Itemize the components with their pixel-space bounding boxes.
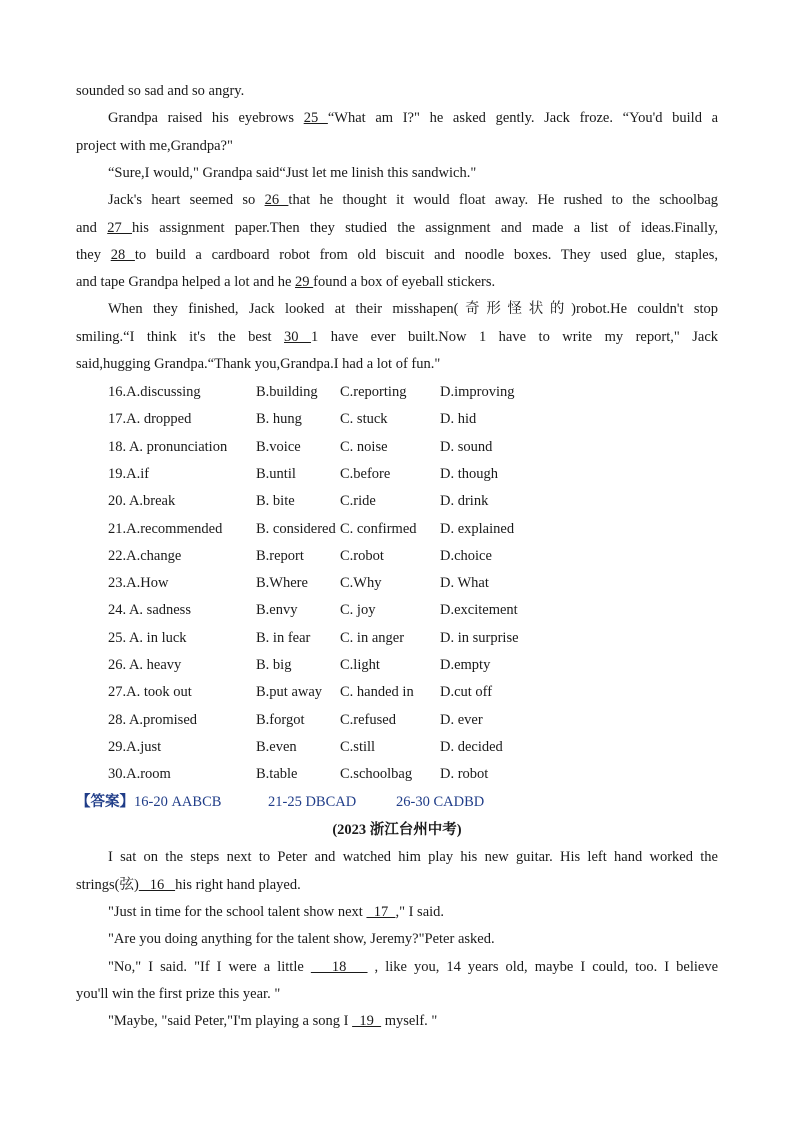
text: that he thought it would float away. He rushed to the schoolbag	[288, 192, 719, 208]
question-option-b: B.report	[256, 547, 304, 564]
question-option-c: C.before	[340, 465, 391, 482]
question-option-b: B.forgot	[256, 711, 305, 728]
blank-29: 29	[295, 274, 314, 290]
question-option-d: D.choice	[440, 547, 492, 564]
text: )robot.He couldn't stop	[571, 301, 719, 317]
question-option-d: D. robot	[440, 766, 489, 783]
question-option-a: 22.A.change	[108, 547, 182, 564]
text: "No," I said. "If I were a little	[108, 959, 304, 975]
answer-group-2: 21-25 DBCAD	[268, 794, 357, 810]
question-option-c: C.still	[340, 738, 376, 755]
text: to build a cardboard robot from old biscuit and noodle boxes. They used glue, staples,	[134, 247, 719, 263]
question-option-b: B.Where	[256, 575, 308, 592]
question-option-d: D. sound	[440, 438, 493, 455]
answer-group-1: 16-20 AABCB	[134, 794, 222, 810]
answer-group-3: 26-30 CADBD	[396, 794, 485, 810]
passage-line	[76, 273, 718, 291]
question-option-c: C. handed in	[340, 684, 414, 701]
passage-line: you'll win the first prize this year. "	[76, 986, 281, 1002]
text: Jack's heart seemed so	[108, 192, 256, 208]
question-option-a: 21.A.recommended	[108, 520, 223, 537]
text: "Maybe, "said Peter,"I'm playing a song I	[108, 1013, 353, 1029]
answer-line	[76, 793, 221, 811]
question-option-b: B. big	[256, 657, 292, 673]
question-option-c: C. stuck	[340, 411, 388, 428]
blank-26: 26	[264, 192, 289, 208]
text: 1 have ever built.Now 1 have to write my report," Jack	[311, 329, 719, 345]
question-option-d: D. drink	[440, 493, 489, 510]
question-option-b: B.envy	[256, 602, 298, 619]
question-option-c: C.reporting	[340, 384, 407, 400]
question-option-c: C. in anger	[340, 629, 405, 646]
question-option-c: C.ride	[340, 493, 376, 510]
question-option-b: B. considered	[256, 520, 336, 537]
question-option-c: C.robot	[340, 547, 384, 564]
question-option-b: B. hung	[256, 411, 302, 428]
text: his right hand played.	[175, 877, 301, 893]
question-option-a: 16.A.discussing	[108, 384, 201, 400]
text: When they finished, Jack looked at their misshapen(	[108, 301, 459, 317]
question-option-b: B.building	[256, 384, 318, 400]
question-option-d: D. though	[440, 465, 498, 482]
blank-28: 28	[110, 247, 135, 263]
passage-line	[108, 191, 718, 209]
passage-line	[76, 328, 718, 346]
question-option-a: 27.A. took out	[108, 684, 192, 701]
question-option-c: C. joy	[340, 602, 376, 619]
question-option-a: 26. A. heavy	[108, 657, 182, 673]
answer-label: 【答案】	[76, 794, 134, 810]
text: strings(	[76, 877, 120, 893]
question-option-d: D. hid	[440, 411, 477, 428]
question-option-a: 23.A.How	[108, 575, 169, 592]
question-option-a: 20. A.break	[108, 493, 176, 510]
question-option-b: B.put away	[256, 684, 323, 701]
text: found a box of eyeball stickers.	[313, 274, 496, 290]
blank-17: 17	[366, 904, 396, 920]
question-option-a: 30.A.room	[108, 766, 171, 783]
passage-line: project with me,Grandpa?"	[76, 138, 233, 154]
question-option-b: B. in fear	[256, 629, 311, 646]
question-option-a: 18. A. pronunciation	[108, 438, 228, 455]
text: )	[134, 877, 139, 893]
text: “What am I?" he asked gently. Jack froze. “You'd build a	[327, 110, 719, 126]
question-option-d: D. explained	[440, 520, 515, 537]
question-option-c: C.Why	[340, 575, 382, 592]
blank-16: 16	[138, 877, 176, 893]
passage-line: sounded so sad and so angry.	[76, 83, 245, 99]
blank-27: 27	[107, 220, 133, 236]
question-option-b: B.even	[256, 738, 297, 755]
text: , like you, 14 years old, maybe I could, too. I believe	[374, 959, 719, 975]
passage-line	[108, 903, 718, 921]
passage-line: I sat on the steps next to Peter and watched him play his new guitar. His left hand worked the	[108, 849, 718, 865]
chinese-gloss: 奇形怪状的	[458, 301, 572, 317]
text: they	[76, 247, 101, 263]
passage-line	[76, 876, 718, 894]
text: his assignment paper.Then they studied the assignment and made a list of ideas.Finally,	[132, 220, 719, 236]
section-title: (2023 浙江台州中考)	[332, 822, 462, 838]
passage-line	[76, 219, 718, 237]
passage-line: said,hugging Grandpa.“Thank you,Grandpa.I had a lot of fun."	[76, 356, 441, 372]
text: myself. "	[381, 1013, 438, 1029]
passage-line: "Are you doing anything for the talent show, Jeremy?"Peter asked.	[108, 931, 495, 947]
chinese-gloss: 弦	[119, 877, 134, 893]
question-option-c: C. noise	[340, 438, 388, 455]
question-option-c: C. confirmed	[340, 520, 417, 537]
question-option-d: D. decided	[440, 738, 503, 755]
question-option-b: B. bite	[256, 493, 295, 510]
blank-30: 30	[284, 329, 312, 345]
question-option-c: C.light	[340, 657, 380, 673]
question-option-a: 28. A.promised	[108, 711, 198, 728]
text: and	[76, 220, 97, 236]
question-option-b: B.table	[256, 766, 298, 783]
question-option-a: 19.A.if	[108, 465, 150, 482]
passage-line	[108, 1012, 718, 1030]
text: smiling.“I think it's the best	[76, 329, 272, 345]
question-option-a: 29.A.just	[108, 738, 162, 755]
question-option-d: D.empty	[440, 657, 491, 673]
blank-18: 18	[310, 959, 368, 975]
question-option-a: 25. A. in luck	[108, 629, 187, 646]
passage-line	[76, 246, 718, 264]
question-option-d: D.cut off	[440, 684, 493, 701]
question-option-d: D. in surprise	[440, 629, 519, 646]
passage-line	[108, 958, 718, 976]
question-option-c: C.schoolbag	[340, 766, 413, 783]
blank-25: 25	[303, 110, 328, 126]
question-option-d: D.improving	[440, 384, 515, 400]
passage-line	[108, 109, 718, 127]
question-option-b: B.until	[256, 465, 296, 482]
text: and tape Grandpa helped a lot and he	[76, 274, 292, 290]
blank-19: 19	[352, 1013, 382, 1029]
question-option-a: 17.A. dropped	[108, 411, 192, 428]
text: ," I said.	[395, 904, 445, 920]
passage-line: “Sure,I would," Grandpa said“Just let me linish this sandwich."	[108, 165, 477, 181]
text: Grandpa raised his eyebrows	[108, 110, 295, 126]
question-option-a: 24. A. sadness	[108, 602, 191, 619]
text: "Just in time for the school talent show next	[108, 904, 367, 920]
passage-line	[108, 300, 718, 318]
question-option-d: D.excitement	[440, 602, 518, 619]
question-option-b: B.voice	[256, 438, 301, 455]
question-option-c: C.refused	[340, 711, 396, 728]
question-option-d: D. ever	[440, 711, 483, 728]
question-option-d: D. What	[440, 575, 489, 592]
